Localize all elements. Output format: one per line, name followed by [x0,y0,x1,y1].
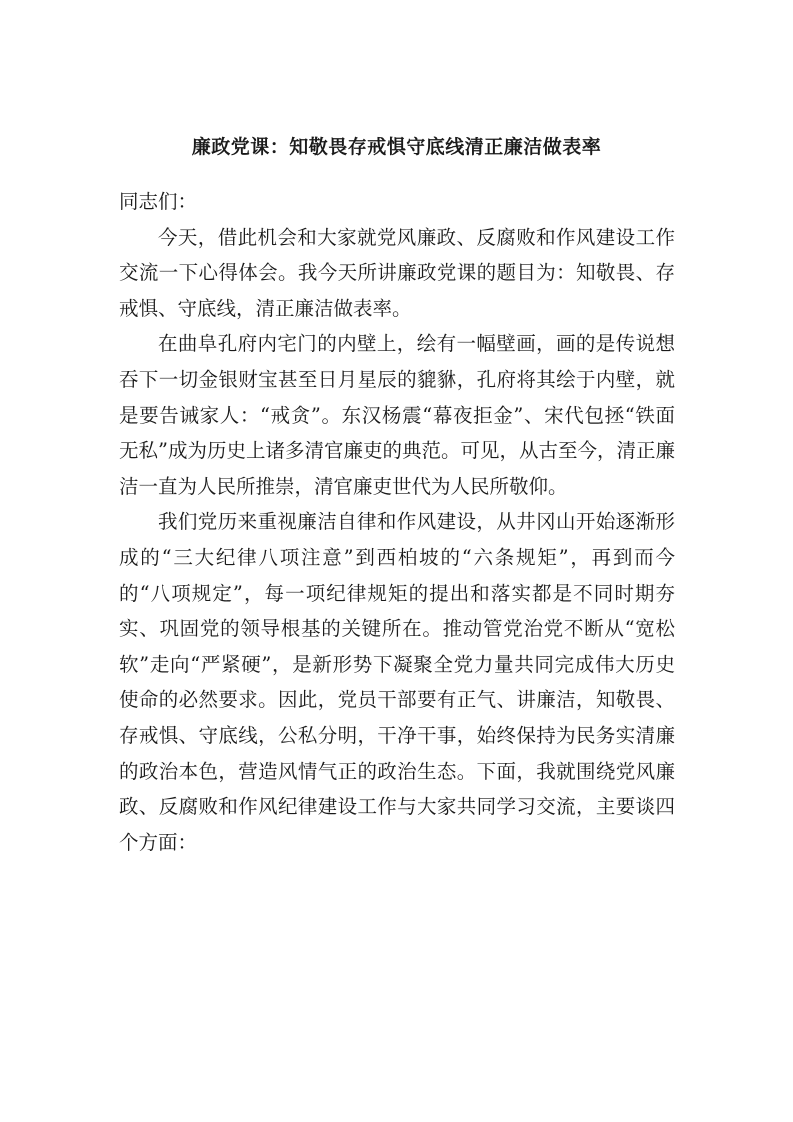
paragraph-party-discipline: 我们党历来重视廉洁自律和作风建设，从井冈山开始逐渐形成的“三大纪律八项注意”到西柏坡的“六条规矩”，再到而今的“八项规定”，每一项纪律规矩的提出和落实都是不同时期夯实、巩固党的领导根基的关键所在。推动管党治党不断从“宽松软”走向“严紧硬”，是新形势下凝聚全党力量共同完成伟大历史使命的必然要求。因此，党员干部要有正气、讲廉洁，知敬畏、存戒惧、守底线，公私分明，干净干事，始终保持为民务实清廉的政治本色，营造风情气正的政治生态。下面，我就围绕党风廉政、反腐败和作风纪律建设工作与大家共同学习交流，主要谈四个方面： [119,510,675,854]
paragraph-intro: 今天，借此机会和大家就党风廉政、反腐败和作风建设工作交流一下心得体会。我今天所讲廉政党课的题目为：知敬畏、存戒惧、守底线，清正廉洁做表率。 [119,225,675,320]
paragraph-history: 在曲阜孔府内宅门的内壁上，绘有一幅壁画，画的是传说想吞下一切金银财宝甚至日月星辰的貔貅，孔府将其绘于内壁，就是要告诫家人：“戒贪”。东汉杨震“幕夜拒金”、宋代包拯“铁面无私”成为历史上诸多清官廉吏的典范。可见，从古至今，清正廉洁一直为人民所推崇，清官廉吏世代为人民所敬仰。 [119,332,675,498]
greeting-line: 同志们： [119,190,198,213]
document-title: 廉政党课：知敬畏存戒惧守底线清正廉洁做表率 [191,136,602,158]
document-body [119,184,675,860]
